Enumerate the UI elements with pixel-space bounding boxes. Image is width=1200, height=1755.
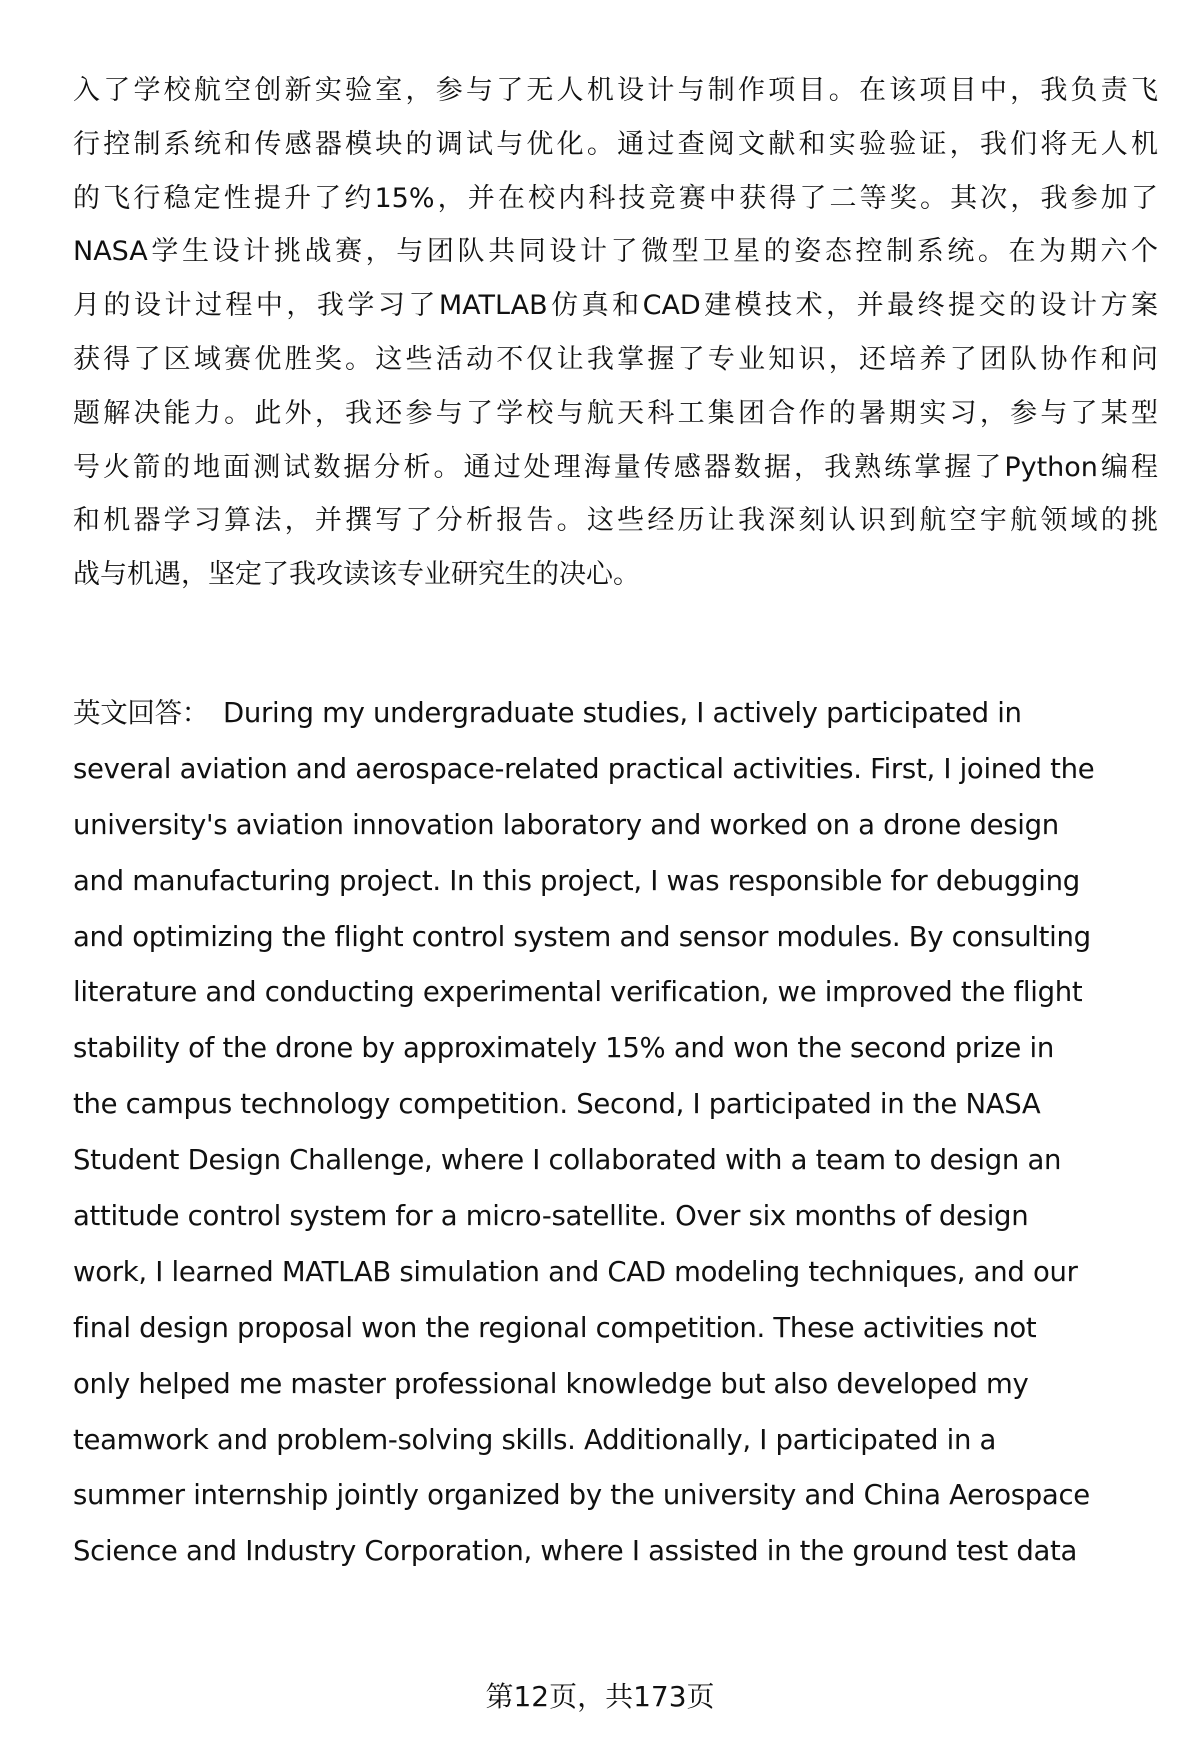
text-line: stability of the drone by approximately 15% and won the second prize in xyxy=(73,1032,1054,1065)
english-answer-label: 英文回答： xyxy=(73,697,209,729)
text-line: Student Design Challenge, where I collaborated with a team to design an xyxy=(73,1144,1062,1177)
text-line: Science and Industry Corporation, where I assisted in the ground test data xyxy=(73,1535,1078,1568)
text-line-content: During my undergraduate studies, I actively participated in xyxy=(223,697,1022,729)
text-line: 和机器学习算法，并撰写了分析报告。这些经历让我深刻认识到航空宇航领域的挑 xyxy=(73,505,1158,537)
text-line: final design proposal won the regional competition. These activities not xyxy=(73,1311,1037,1344)
text-line: 的飞行稳定性提升了约15%，并在校内科技竞赛中获得了二等奖。其次，我参加了 xyxy=(73,182,1158,214)
text-line: only helped me master professional knowledge but also developed my xyxy=(73,1367,1029,1400)
chinese-answer-paragraph xyxy=(73,64,1158,602)
text-line: attitude control system for a micro-satellite. Over six months of design xyxy=(73,1200,1029,1233)
text-line: 月的设计过程中，我学习了MATLAB仿真和CAD建模技术，并最终提交的设计方案 xyxy=(73,290,1158,322)
text-line: 战与机遇，坚定了我攻读该专业研究生的决心。 xyxy=(73,559,640,591)
text-line: the campus technology competition. Second, I participated in the NASA xyxy=(73,1088,1041,1121)
text-line: and manufacturing project. In this project, I was responsible for debugging xyxy=(73,864,1080,897)
text-line: several aviation and aerospace-related practical activities. First, I joined the xyxy=(73,752,1095,785)
page-number-footer: 第12页，共173页 xyxy=(485,1680,715,1713)
text-line: 题解决能力。此外，我还参与了学校与航天科工集团合作的暑期实习，参与了某型 xyxy=(73,397,1158,429)
text-line xyxy=(73,686,1158,742)
text-line: literature and conducting experimental verification, we improved the flight xyxy=(73,976,1083,1009)
text-line: 号火箭的地面测试数据分析。通过处理海量传感器数据，我熟练掌握了Python编程 xyxy=(73,451,1158,483)
text-line: 入了学校航空创新实验室，参与了无人机设计与制作项目。在该项目中，我负责飞 xyxy=(73,75,1158,106)
english-answer-paragraph xyxy=(73,686,1158,1580)
text-line: 获得了区域赛优胜奖。这些活动不仅让我掌握了专业知识，还培养了团队协作和问 xyxy=(73,343,1158,375)
text-line: work, I learned MATLAB simulation and CAD modeling techniques, and our xyxy=(73,1255,1078,1288)
text-line: teamwork and problem-solving skills. Additionally, I participated in a xyxy=(73,1423,997,1456)
text-line: university's aviation innovation laboratory and worked on a drone design xyxy=(73,808,1059,841)
text-line: and optimizing the flight control system and sensor modules. By consulting xyxy=(73,920,1091,953)
text-line: NASA学生设计挑战赛，与团队共同设计了微型卫星的姿态控制系统。在为期六个 xyxy=(73,236,1158,268)
text-line: 行控制系统和传感器模块的调试与优化。通过查阅文献和实验验证，我们将无人机 xyxy=(73,128,1158,160)
text-line: summer internship jointly organized by the university and China Aerospace xyxy=(73,1479,1090,1512)
